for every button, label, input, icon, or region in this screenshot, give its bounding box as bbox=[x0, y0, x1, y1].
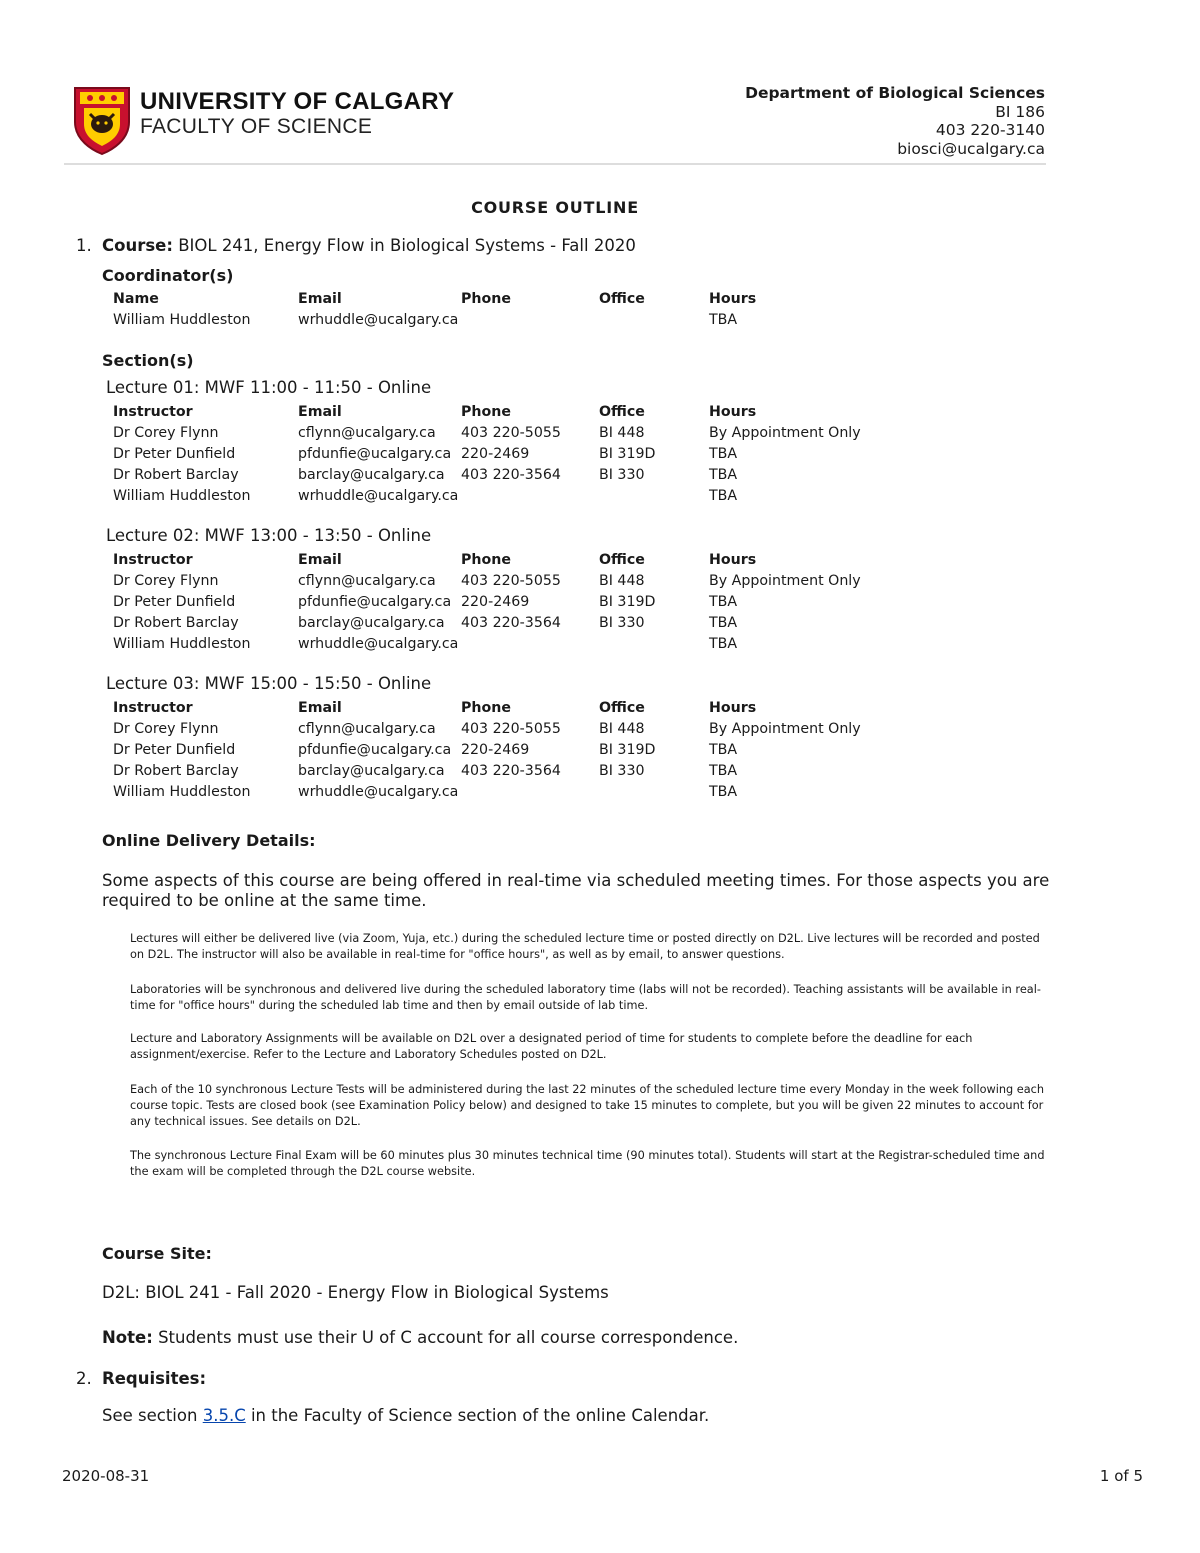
table-cell: Dr Robert Barclay bbox=[113, 763, 239, 779]
table-cell: Dr Peter Dunfield bbox=[113, 742, 236, 758]
table-cell: TBA bbox=[709, 636, 738, 652]
table-cell: Dr Peter Dunfield bbox=[113, 594, 236, 610]
table-cell: BI 330 bbox=[599, 763, 645, 779]
table-cell: wrhuddle@ucalgary.ca bbox=[298, 312, 459, 328]
delivery-point: Each of the 10 synchronous Lecture Tests will be administered during the last 22 minutes of the scheduled lecture time every Monday in the week following each course topic. Tests are closed book (see Examination Policy below) and designed to take 15 minutes to complete, but you will be given 22 minutes to account for any technical issues. See details on D2L. bbox=[130, 1083, 1045, 1128]
course-line bbox=[102, 236, 636, 255]
table-cell: BI 448 bbox=[599, 721, 645, 737]
column-header: Instructor bbox=[113, 700, 193, 716]
lecture-title: Lecture 02: MWF 13:00 - 13:50 - Online bbox=[106, 526, 432, 545]
table-cell: William Huddleston bbox=[113, 784, 251, 800]
table-cell: BI 448 bbox=[599, 573, 645, 589]
table-cell: pfdunfie@ucalgary.ca bbox=[298, 742, 452, 758]
column-header: Instructor bbox=[113, 552, 193, 568]
requisites-text bbox=[102, 1406, 709, 1425]
department-room: BI 186 bbox=[995, 102, 1045, 121]
department-phone: 403 220-3140 bbox=[935, 121, 1045, 139]
table-cell: William Huddleston bbox=[113, 312, 251, 328]
table-cell: Dr Corey Flynn bbox=[113, 425, 219, 441]
course-label: Course: bbox=[102, 236, 173, 255]
university-crest-icon bbox=[72, 84, 132, 154]
footer-date: 2020-08-31 bbox=[62, 1467, 150, 1485]
column-header: Name bbox=[113, 291, 159, 307]
table-cell: Dr Peter Dunfield bbox=[113, 446, 236, 462]
column-header: Instructor bbox=[113, 404, 193, 420]
table-cell: pfdunfie@ucalgary.ca bbox=[298, 446, 452, 462]
table-cell: cflynn@ucalgary.ca bbox=[298, 573, 436, 589]
table-cell: Dr Corey Flynn bbox=[113, 721, 219, 737]
delivery-point: Lectures will either be delivered live (via Zoom, Yuja, etc.) during the scheduled lecture time or posted directly on D2L. Live lectures will be recorded and posted on D2L. The instructor will also be available in real-time for "office hours", as well as by email, to answer questions. bbox=[130, 932, 1040, 961]
table-cell: BI 448 bbox=[599, 425, 645, 441]
column-header: Email bbox=[298, 291, 342, 307]
table-cell: BI 319D bbox=[599, 742, 656, 758]
note-text: Students must use their U of C account for all course correspondence. bbox=[158, 1328, 739, 1347]
column-header: Office bbox=[599, 552, 645, 568]
table-cell: TBA bbox=[709, 594, 738, 610]
sections-heading: Section(s) bbox=[102, 351, 194, 370]
delivery-point: Laboratories will be synchronous and delivered live during the scheduled laboratory time (labs will not be recorded). Teaching assistants will be available in real-time for "office hours" during the scheduled lab time and then by email outside of lab time. bbox=[130, 983, 1041, 1012]
lecture-title: Lecture 01: MWF 11:00 - 11:50 - Online bbox=[106, 378, 432, 397]
table-cell: TBA bbox=[709, 742, 738, 758]
note-label: Note: bbox=[102, 1328, 153, 1347]
requisites-text-after: in the Faculty of Science section of the online Calendar. bbox=[245, 1406, 710, 1425]
column-header: Phone bbox=[461, 404, 511, 420]
table-cell: cflynn@ucalgary.ca bbox=[298, 425, 436, 441]
header-divider bbox=[64, 163, 1046, 165]
table-cell: 403 220-5055 bbox=[461, 425, 561, 441]
table-cell: TBA bbox=[709, 615, 738, 631]
online-delivery-intro: Some aspects of this course are being offered in real-time via scheduled meeting times. For those aspects you are required to be online at the same time. bbox=[102, 871, 1050, 910]
table-cell: wrhuddle@ucalgary.ca bbox=[298, 488, 459, 504]
column-header: Phone bbox=[461, 291, 511, 307]
delivery-point: Lecture and Laboratory Assignments will be available on D2L over a designated period of time for students to complete before the deadline for each assignment/exercise. Refer to the Lecture and Laboratory Schedules posted on D2L. bbox=[130, 1032, 973, 1061]
table-cell: William Huddleston bbox=[113, 636, 251, 652]
column-header: Email bbox=[298, 552, 342, 568]
online-delivery-heading: Online Delivery Details: bbox=[102, 831, 316, 850]
table-cell: barclay@ucalgary.ca bbox=[298, 763, 445, 779]
table-cell: TBA bbox=[709, 446, 738, 462]
column-header: Email bbox=[298, 404, 342, 420]
column-header: Office bbox=[599, 700, 645, 716]
delivery-point: The synchronous Lecture Final Exam will be 60 minutes plus 30 minutes technical time (90 minutes total). Students will start at the Registrar-scheduled time and the exam will be completed through the D2L course website. bbox=[130, 1149, 1045, 1178]
table-cell: Dr Robert Barclay bbox=[113, 467, 239, 483]
faculty-name: FACULTY OF SCIENCE bbox=[140, 115, 373, 138]
table-cell: barclay@ucalgary.ca bbox=[298, 467, 445, 483]
course-site-heading: Course Site: bbox=[102, 1244, 212, 1263]
column-header: Hours bbox=[709, 291, 757, 307]
table-cell: Dr Corey Flynn bbox=[113, 573, 219, 589]
table-cell: 403 220-5055 bbox=[461, 721, 561, 737]
course-site-value: D2L: BIOL 241 - Fall 2020 - Energy Flow in Biological Systems bbox=[102, 1283, 609, 1302]
lecture-title: Lecture 03: MWF 15:00 - 15:50 - Online bbox=[106, 674, 432, 693]
column-header: Office bbox=[599, 291, 645, 307]
note-line bbox=[102, 1328, 738, 1347]
calendar-section-link[interactable]: 3.5.C bbox=[202, 1406, 246, 1425]
table-cell: By Appointment Only bbox=[709, 721, 861, 737]
column-header: Phone bbox=[461, 700, 511, 716]
table-cell: 403 220-5055 bbox=[461, 573, 561, 589]
department-contact bbox=[745, 84, 1045, 158]
table-cell: TBA bbox=[709, 467, 738, 483]
table-cell: 403 220-3564 bbox=[461, 763, 561, 779]
column-header: Hours bbox=[709, 404, 757, 420]
table-cell: BI 319D bbox=[599, 594, 656, 610]
section-number-2: 2. bbox=[76, 1369, 92, 1388]
table-cell: TBA bbox=[709, 763, 738, 779]
column-header: Phone bbox=[461, 552, 511, 568]
table-cell: TBA bbox=[709, 488, 738, 504]
department-email: biosci@ucalgary.ca bbox=[897, 139, 1045, 158]
page-title: COURSE OUTLINE bbox=[471, 198, 639, 217]
table-cell: 403 220-3564 bbox=[461, 615, 561, 631]
table-cell: TBA bbox=[709, 784, 738, 800]
table-cell: 403 220-3564 bbox=[461, 467, 561, 483]
requisites-heading: Requisites: bbox=[102, 1369, 207, 1388]
table-cell: BI 330 bbox=[599, 467, 645, 483]
table-cell: wrhuddle@ucalgary.ca bbox=[298, 784, 459, 800]
course-value: BIOL 241, Energy Flow in Biological Systems - Fall 2020 bbox=[178, 236, 636, 255]
university-name: UNIVERSITY OF CALGARY bbox=[140, 88, 455, 115]
table-cell: By Appointment Only bbox=[709, 573, 861, 589]
column-header: Hours bbox=[709, 552, 757, 568]
table-cell: 220-2469 bbox=[461, 446, 530, 462]
department-title: Department of Biological Sciences bbox=[745, 84, 1045, 102]
table-cell: TBA bbox=[709, 312, 738, 328]
table-cell: wrhuddle@ucalgary.ca bbox=[298, 636, 459, 652]
table-cell: cflynn@ucalgary.ca bbox=[298, 721, 436, 737]
page-number: 1 of 5 bbox=[1099, 1467, 1143, 1485]
requisites-text-before: See section bbox=[102, 1406, 203, 1425]
table-cell: pfdunfie@ucalgary.ca bbox=[298, 594, 452, 610]
coordinators-heading: Coordinator(s) bbox=[102, 266, 234, 285]
table-cell: barclay@ucalgary.ca bbox=[298, 615, 445, 631]
table-cell: 220-2469 bbox=[461, 594, 530, 610]
table-cell: Dr Robert Barclay bbox=[113, 615, 239, 631]
column-header: Hours bbox=[709, 700, 757, 716]
section-number-1: 1. bbox=[76, 236, 92, 255]
table-cell: BI 319D bbox=[599, 446, 656, 462]
table-cell: 220-2469 bbox=[461, 742, 530, 758]
table-cell: William Huddleston bbox=[113, 488, 251, 504]
column-header: Office bbox=[599, 404, 645, 420]
column-header: Email bbox=[298, 700, 342, 716]
table-cell: By Appointment Only bbox=[709, 425, 861, 441]
table-cell: BI 330 bbox=[599, 615, 645, 631]
